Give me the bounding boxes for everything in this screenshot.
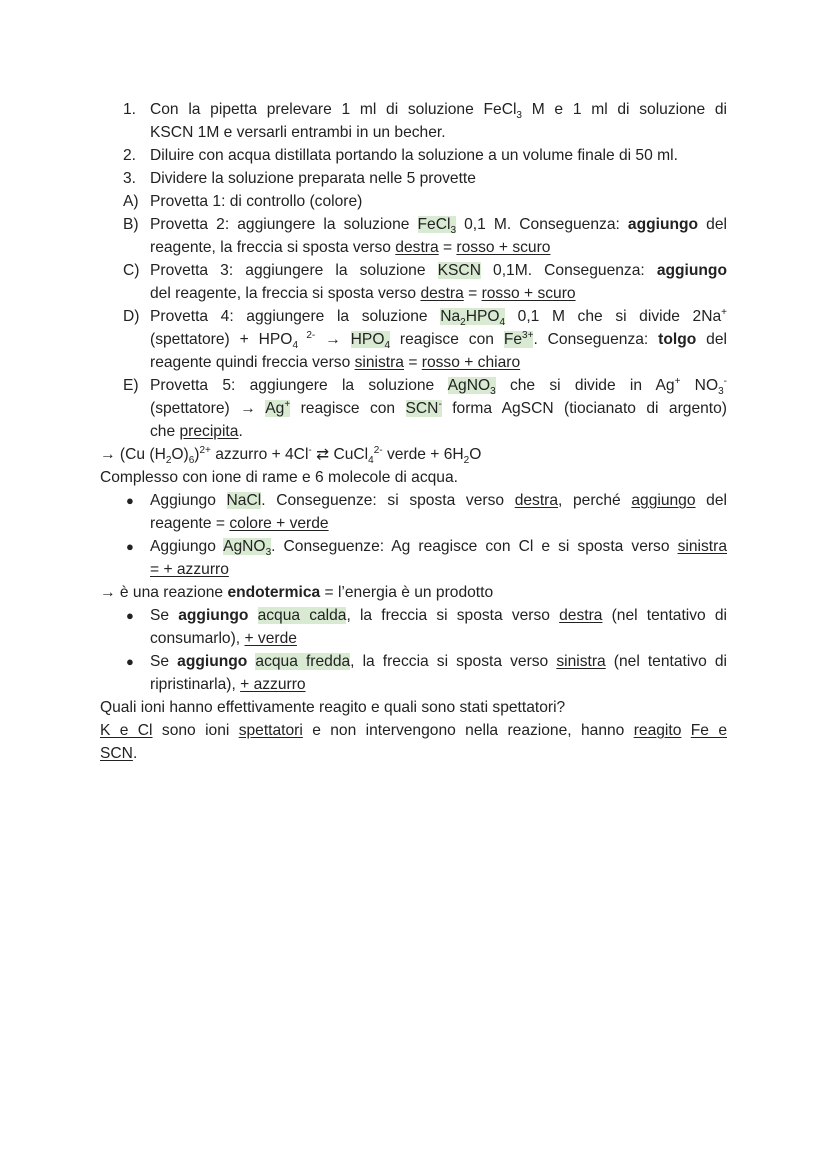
provetta-5-line-2: (spettatore) → Ag+ reagisce con SCN- forma AgSCN (tiocianato di argento) bbox=[150, 398, 727, 417]
provetta-5-line-1: Provetta 5: aggiungere la soluzione AgNO$_3$ che si divide in Ag+ $NO_3^-$ bbox=[150, 375, 727, 398]
bullet-agno3-line-1: Aggiungo AgNO$_3$. Conseguenze: Ag reagisce con Cl e si sposta verso sinistra bbox=[150, 538, 727, 559]
provetta-4-line-1: Provetta 4: aggiungere la soluzione $Na_2HPO_4$ 0,1 M che si divide 2Na+ bbox=[150, 306, 727, 329]
bullet-nacl-line-1: Aggiungo NaCl. Conseguenze: si sposta verso destra, perché aggiungo del bbox=[150, 492, 727, 509]
provetta-2-line-1: Provetta 2: aggiungere la soluzione FeCl$_3$ 0,1 M. Conseguenza: aggiungo del bbox=[150, 216, 727, 237]
copper-equation: → (Cu $(H_2O)_6)^{2+}$ azzurro + 4Cl- ⇄ CuCl$_4^{2-}$ verde + $6H_2O$ bbox=[100, 444, 482, 467]
provetta-3-line-2: del reagente, la freccia si sposta verso destra = rosso + scuro bbox=[150, 285, 576, 302]
list-marker: A) bbox=[123, 193, 139, 210]
answer-line-1: K e Cl sono ioni spettatori e non intervengono nella reazione, hanno reagito Fe e bbox=[100, 722, 727, 739]
step-2: Diluire con acqua distillata portando la soluzione a un volume finale di 50 ml. bbox=[150, 147, 678, 164]
question: Quali ioni hanno effettivamente reagito e quali sono stati spettatori? bbox=[100, 699, 566, 716]
bullet-cold-water-line-2: ripristinarla), + azzurro bbox=[150, 676, 306, 693]
bullet-icon: ● bbox=[126, 493, 134, 508]
list-marker: E) bbox=[123, 377, 139, 394]
step-1-line-1: Con la pipetta prelevare 1 ml di soluzione FeCl$_3$ M e 1 ml di soluzione di bbox=[150, 101, 727, 122]
provetta-2-line-2: reagente, la freccia si sposta verso destra = rosso + scuro bbox=[150, 239, 551, 256]
bullet-cold-water-line-1: Se aggiungo acqua fredda, la freccia si sposta verso sinistra (nel tentativo di bbox=[150, 653, 728, 670]
endothermic-note: → è una reazione endotermica = l’energia è un prodotto bbox=[100, 584, 494, 601]
provetta-3-line-1: Provetta 3: aggiungere la soluzione KSCN 0,1M. Conseguenza: aggiungo bbox=[150, 262, 727, 279]
provetta-4-line-2: (spettatore) + $HPO_4$ $^{2-} \to HPO_4$ reagisce con $Fe^{3+}$. Conseguenza: tolgo del bbox=[150, 329, 727, 352]
list-marker: D) bbox=[123, 308, 140, 325]
bullet-icon: ● bbox=[126, 539, 134, 554]
provetta-5-line-3: che precipita. bbox=[150, 423, 243, 440]
provetta-4-line-3: reagente quindi freccia verso sinistra = rosso + chiaro bbox=[150, 354, 521, 371]
bullet-agno3-line-2: = + azzurro bbox=[150, 561, 229, 578]
list-marker: C) bbox=[123, 262, 140, 279]
step-1-line-2: KSCN 1M e versarli entrambi in un becher. bbox=[150, 124, 446, 141]
list-marker: 3. bbox=[123, 170, 137, 187]
answer-line-2: SCN. bbox=[100, 745, 138, 762]
bullet-hot-water-line-1: Se aggiungo acqua calda, la freccia si sposta verso destra (nel tentativo di bbox=[150, 607, 728, 624]
bullet-icon: ● bbox=[126, 654, 134, 669]
complex-note: Complesso con ione di rame e 6 molecole di acqua. bbox=[100, 469, 458, 486]
step-3: Dividere la soluzione preparata nelle 5 provette bbox=[150, 170, 476, 187]
bullet-hot-water-line-2: consumarlo), + verde bbox=[150, 630, 297, 647]
list-marker: 2. bbox=[123, 147, 137, 164]
bullet-nacl-line-2: reagente = colore + verde bbox=[150, 515, 329, 532]
list-marker: B) bbox=[123, 216, 139, 233]
list-marker: 1. bbox=[123, 101, 137, 118]
provetta-1: Provetta 1: di controllo (colore) bbox=[150, 193, 363, 210]
bullet-icon: ● bbox=[126, 608, 134, 623]
